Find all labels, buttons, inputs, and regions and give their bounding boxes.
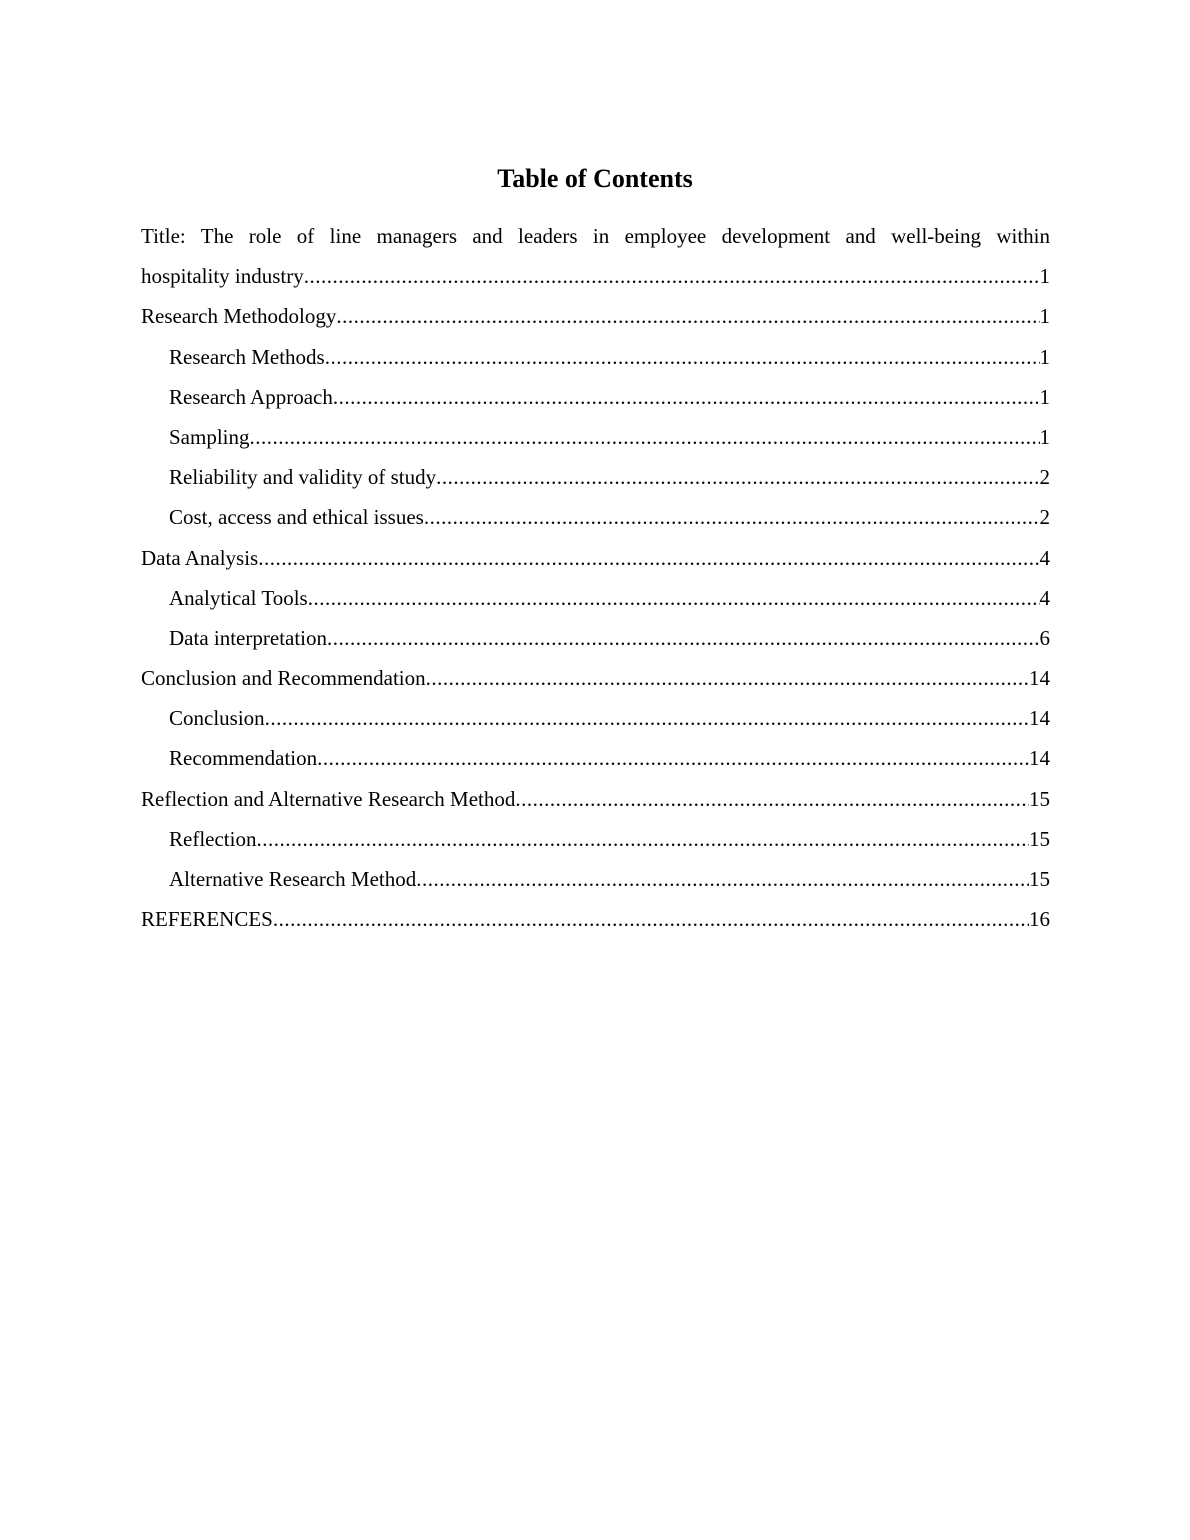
toc-entry[interactable] xyxy=(141,658,1050,698)
toc-page-number: 14 xyxy=(1029,706,1050,731)
toc-entry[interactable] xyxy=(141,578,1050,618)
dot-leader xyxy=(327,618,1039,658)
toc-entry[interactable] xyxy=(141,497,1050,537)
toc-entry-label: Reflection and Alternative Research Method xyxy=(141,786,516,811)
toc-entry-label: Research Approach xyxy=(169,384,333,409)
toc-page-number: 6 xyxy=(1039,625,1050,650)
toc-entry-label: Conclusion xyxy=(169,706,265,731)
toc-entry-label: Reflection xyxy=(169,826,257,851)
dot-leader xyxy=(308,578,1040,618)
toc-entry-label: Analytical Tools xyxy=(169,585,308,610)
toc-page-number: 14 xyxy=(1029,746,1050,771)
toc-entry[interactable] xyxy=(141,417,1050,457)
toc-entry[interactable] xyxy=(141,819,1050,859)
toc-entry-title[interactable] xyxy=(141,216,1050,296)
toc-entry-title-line1: Title: The role of line managers and leaders in employee development and well-being within xyxy=(141,224,1050,248)
toc-page-number: 16 xyxy=(1029,907,1050,932)
toc-entry-label: Cost, access and ethical issues xyxy=(169,505,424,530)
toc-page-number: 2 xyxy=(1039,465,1050,490)
toc-page-number: 1 xyxy=(1039,304,1050,329)
toc-list xyxy=(141,216,1050,939)
toc-heading: Table of Contents xyxy=(497,164,693,193)
dot-leader xyxy=(273,899,1029,939)
toc-entry-label: Conclusion and Recommendation xyxy=(141,666,426,691)
toc-page-number: 1 xyxy=(1039,264,1050,289)
dot-leader xyxy=(250,417,1040,457)
toc-page-number: 4 xyxy=(1039,545,1050,570)
dot-leader xyxy=(426,658,1029,698)
toc-entry[interactable] xyxy=(141,899,1050,939)
dot-leader xyxy=(258,538,1039,578)
toc-page-number: 14 xyxy=(1029,666,1050,691)
dot-leader xyxy=(333,377,1040,417)
toc-page-number: 1 xyxy=(1039,344,1050,369)
toc-entry-label: Research Methods xyxy=(169,344,325,369)
toc-page-number: 2 xyxy=(1039,505,1050,530)
toc-page-number: 1 xyxy=(1039,424,1050,449)
dot-leader xyxy=(515,779,1029,819)
toc-entry[interactable] xyxy=(141,779,1050,819)
toc-entry-label: Sampling xyxy=(169,424,250,449)
toc-entry[interactable] xyxy=(141,377,1050,417)
dot-leader xyxy=(424,497,1040,537)
dot-leader xyxy=(416,859,1029,899)
toc-entry[interactable] xyxy=(141,859,1050,899)
toc-entry-title-line2: hospitality industry xyxy=(141,264,304,289)
toc-entry-label: Alternative Research Method xyxy=(169,867,417,892)
dot-leader xyxy=(325,337,1040,377)
toc-entry-label: REFERENCES xyxy=(141,907,273,932)
toc-page-number: 15 xyxy=(1029,826,1050,851)
toc-entry[interactable] xyxy=(141,538,1050,578)
dot-leader xyxy=(265,698,1029,738)
toc-page-number: 4 xyxy=(1039,585,1050,610)
toc-entry[interactable] xyxy=(141,337,1050,377)
toc-entry[interactable] xyxy=(141,618,1050,658)
dot-leader xyxy=(317,738,1029,778)
toc-page-number: 1 xyxy=(1039,384,1050,409)
toc-entry[interactable] xyxy=(141,457,1050,497)
dot-leader xyxy=(256,819,1029,859)
dot-leader xyxy=(304,256,1040,296)
toc-entry-label: Reliability and validity of study xyxy=(169,465,437,490)
toc-entry[interactable] xyxy=(141,698,1050,738)
toc-entry-label: Recommendation xyxy=(169,746,318,771)
toc-entry-label: Data interpretation xyxy=(169,625,328,650)
dot-leader xyxy=(336,296,1039,336)
toc-page-number: 15 xyxy=(1029,867,1050,892)
toc-entry[interactable] xyxy=(141,738,1050,778)
toc-entry-label: Data Analysis xyxy=(141,545,259,570)
toc-entry[interactable] xyxy=(141,296,1050,336)
toc-page-number: 15 xyxy=(1029,786,1050,811)
dot-leader xyxy=(436,457,1039,497)
toc-entry-label: Research Methodology xyxy=(141,304,337,329)
